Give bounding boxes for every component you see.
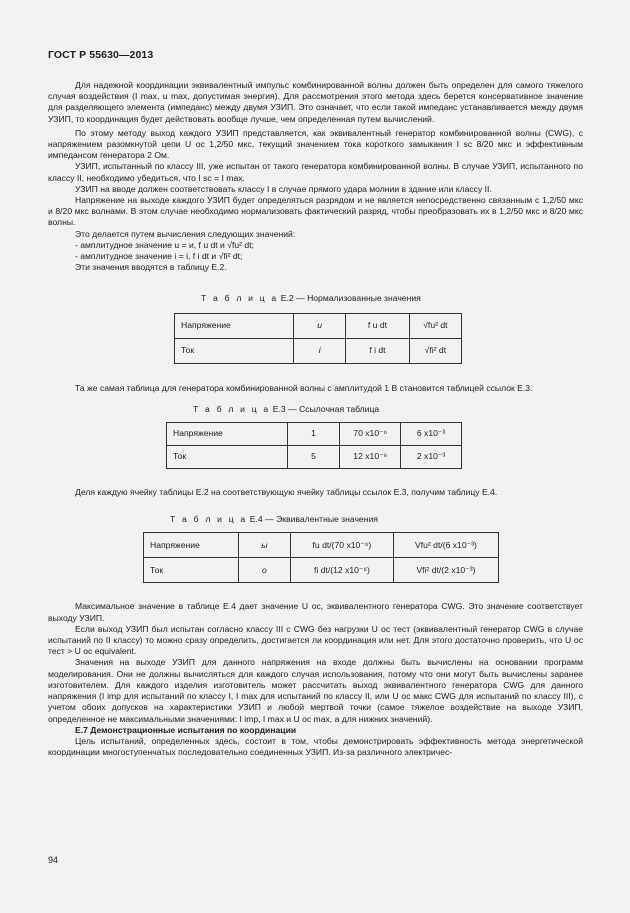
paragraph: - амплитудное значение u = и, f u dt и √fu² dt; bbox=[75, 239, 254, 250]
table-cell: ы bbox=[238, 533, 290, 558]
table-cell: √fi² dt bbox=[409, 338, 461, 363]
document-body bbox=[48, 80, 583, 758]
paragraph: Деля каждую ячейку таблицы Е.2 на соответствующую ячейку таблицы ссылок Е.3, получим таблицу Е.4. bbox=[75, 487, 498, 498]
table-cell: fi dt/(12 x10⁻⁶) bbox=[290, 558, 393, 583]
table-cell: f u dt bbox=[346, 313, 410, 338]
table-cell: 12 x10⁻⁶ bbox=[340, 446, 401, 469]
table-e3 bbox=[166, 422, 462, 469]
page-number: 94 bbox=[48, 855, 59, 865]
table-e2 bbox=[174, 313, 462, 364]
paragraph: Максимальное значение в таблице Е.4 дает значение U oc, эквивалентного генератора CWG. Это значение соответствует выходу УЗИП. bbox=[48, 601, 583, 623]
table-e4-block bbox=[143, 514, 583, 583]
table-row bbox=[167, 423, 462, 446]
table-cell: Напряжение bbox=[144, 533, 239, 558]
table-e3-block bbox=[166, 404, 583, 469]
table-cell: Vfi² dt/(2 x10⁻³) bbox=[393, 558, 498, 583]
table-cell: Напряжение bbox=[167, 423, 288, 446]
table-cell: Ток bbox=[144, 558, 239, 583]
table-row bbox=[144, 558, 499, 583]
table-caption: Т а б л и ц а Е.4 — Эквивалентные значения bbox=[170, 514, 378, 525]
table-cell: u bbox=[294, 313, 346, 338]
paragraph: Если выход УЗИП был испытан согласно классу III с CWG без нагрузки U oc тест (эквивалентный генератор CWG в случае испытаний по II классу) то можно сразу определить, достигается ли координация или нет. Для этого достаточно проверить, что U oc тест > U oc equivalent. bbox=[48, 623, 583, 657]
table-cell: i bbox=[294, 338, 346, 363]
paragraph: Та же самая таблица для генератора комбинированной волны с амплитудой 1 В становится таблицей ссылок Е.3. bbox=[75, 382, 533, 393]
table-cell: 6 x10⁻³ bbox=[401, 423, 462, 446]
paragraph: Для надежной координации эквивалентный импульс комбинированной волны должен быть определен для самого тяжелого случая воздействия (I max, u max, допустимая энергия). Для рассмотрения этого метода здесь берется консервативное значение для разделяющего элемента (импеданс) между двумя УЗИП. Это означает, что если такой импеданс устанавливается между двумя УЗИП, то координация будет действовать вообще лучше, чем определенная путем вычислений. bbox=[48, 80, 583, 124]
table-caption: Т а б л и ц а Е.2 — Нормализованные значения bbox=[201, 293, 421, 304]
table-e4 bbox=[143, 532, 499, 583]
paragraph: Это делается путем вычисления следующих значений: bbox=[75, 228, 296, 239]
table-cell: √fu² dt bbox=[409, 313, 461, 338]
paragraph: - амплитудное значение i = i, f i dt и √fi² dt; bbox=[75, 251, 243, 262]
table-cell: о bbox=[238, 558, 290, 583]
table-cell: 5 bbox=[287, 446, 340, 469]
paragraph: УЗИП, испытанный по классу III, уже испытан от такого генератора комбинированной волны. В случае УЗИП, испытанного по классу II, необходимо убедиться, что I sc = I max. bbox=[48, 161, 583, 183]
table-cell: 2 x10⁻³ bbox=[401, 446, 462, 469]
paragraph: Напряжение на выходе каждого УЗИП будет определяться разрядом и не является непосредственно связанным с 1,2/50 мкс и 8/20 мкс волнами. В этом случае необходимо нормализовать фактический разряд, чтобы преобразовать их в 1,2/50 мкс и 8/20 мкс волны. bbox=[48, 195, 583, 228]
table-cell: 70 x10⁻⁶ bbox=[340, 423, 401, 446]
paragraph: По этому методу выход каждого УЗИП представляется, как эквивалентный генератор комбинированной волны (CWG), с напряжением разомкнутой цепи U oc 1,2/50 мкс, текущий значением тока короткого замыкания I sc 8/20 мкс и эффективным импедансом генератора 2 Ом. bbox=[48, 127, 583, 161]
section-heading: Е.7 Демонстрационные испытания по координации bbox=[75, 724, 297, 735]
table-cell: 1 bbox=[287, 423, 340, 446]
table-row bbox=[144, 533, 499, 558]
document-header: ГОСТ Р 55630—2013 bbox=[48, 49, 154, 61]
table-row bbox=[175, 338, 462, 363]
table-cell: fu dt/(70 x10⁻⁶) bbox=[290, 533, 393, 558]
table-cell: Vfu² dt/(6 x10⁻³) bbox=[393, 533, 498, 558]
table-row bbox=[175, 313, 462, 338]
table-cell: Напряжение bbox=[175, 313, 294, 338]
table-cell: f i dt bbox=[346, 338, 410, 363]
table-cell: Ток bbox=[167, 446, 288, 469]
table-cell: Ток bbox=[175, 338, 294, 363]
paragraph: Значения на выходе УЗИП для данного напряжения на входе должны быть вычислены на основании программ моделирования. Они не должны вычисляться для каждого случая использования, потому что они могут быть вычислены заранее изготовителем. Для каждого изделия изготовитель может рассчитать выход эквивалентного генератора CWG для данного напряжения (I imp для испытаний по классу I, I max для испытаний по классу II, или U oc макс CWG для испытаний по классу III), с учетом обоих допусков на характеристики УЗИП и любой мертвой точки (самое тяжелое воздействие на выходе УЗИП, определенное не максимальными значениями: I imp, I max и U oc max, а для нижних значений). bbox=[48, 657, 583, 724]
table-row bbox=[167, 446, 462, 469]
paragraph: Цель испытаний, определенных здесь, состоит в том, чтобы демонстрировать эффективность метода энергетической координации многоступенчатых последовательно соединенных УЗИП. Из-за различного электричес- bbox=[48, 735, 583, 758]
paragraph: УЗИП на вводе должен соответствовать классу I в случае прямого удара молнии в здание или классу II. bbox=[75, 183, 492, 194]
table-caption: Т а б л и ц а Е.3 — Ссылочная таблица bbox=[193, 403, 380, 414]
table-e2-block bbox=[174, 293, 583, 363]
paragraph: Эти значения вводятся в таблицу Е.2. bbox=[75, 262, 227, 273]
